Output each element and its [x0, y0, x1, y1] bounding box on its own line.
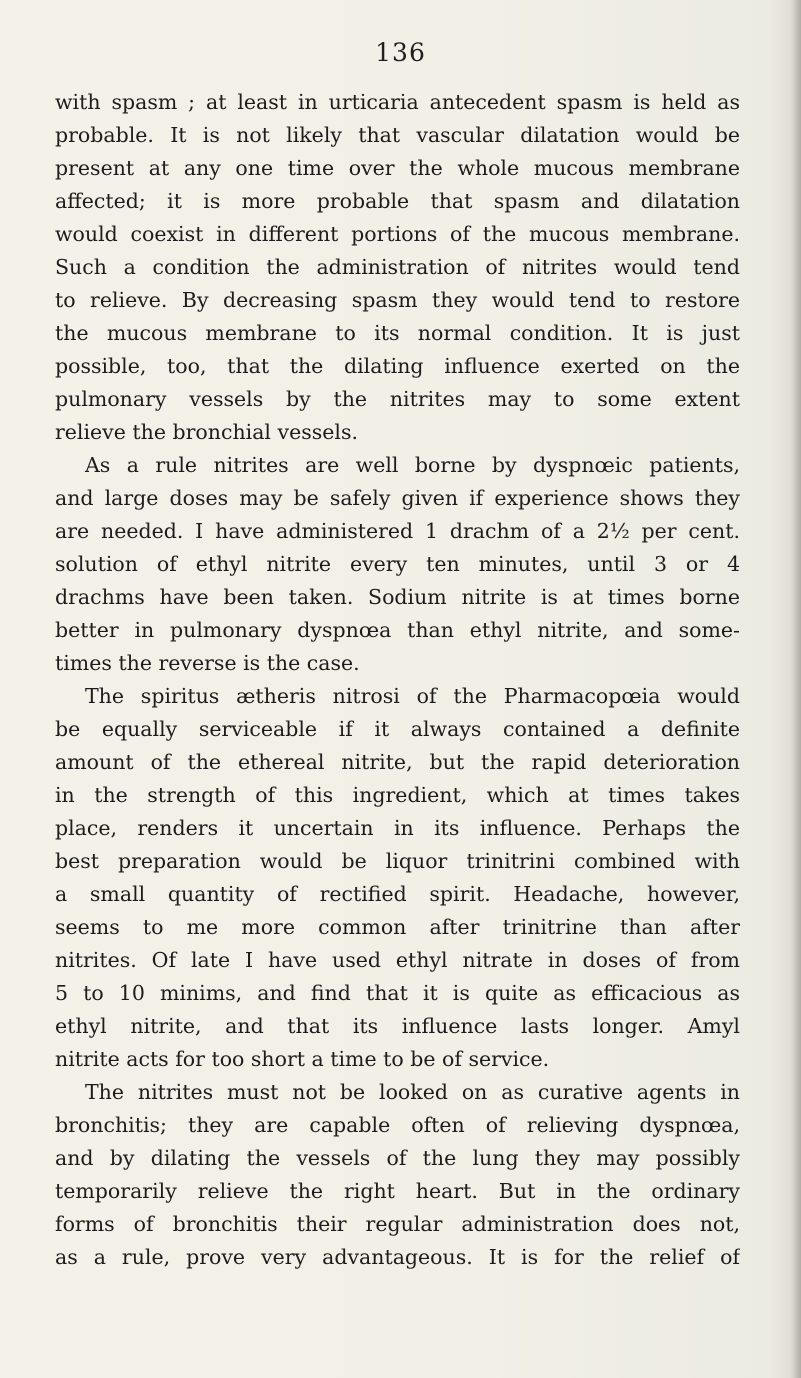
text-line: better in pulmonary dyspnœa than ethyl nitrite, and some-: [55, 618, 740, 642]
text-line: are needed. I have administered 1 drachm of a 2½ per cent.: [55, 519, 740, 543]
text-line: pulmonary vessels by the nitrites may to some extent: [55, 387, 740, 411]
text-line: probable. It is not likely that vascular dilatation would be: [55, 123, 740, 147]
text-line: with spasm ; at least in urticaria antecedent spasm is held as: [55, 90, 740, 114]
text-line: and by dilating the vessels of the lung they may possibly: [55, 1146, 740, 1170]
text-line: best preparation would be liquor trinitrini combined with: [55, 849, 740, 873]
text-line: to relieve. By decreasing spasm they would tend to restore: [55, 288, 740, 312]
text-line: nitrites. Of late I have used ethyl nitrate in doses of from: [55, 948, 740, 972]
page-edge-shadow: [791, 0, 801, 1378]
text-line: The spiritus ætheris nitrosi of the Pharmacopœia would: [85, 684, 740, 708]
text-line: bronchitis; they are capable often of relieving dyspnœa,: [55, 1113, 740, 1137]
text-line: as a rule, prove very advantageous. It is for the relief of: [55, 1245, 740, 1269]
text-line: solution of ethyl nitrite every ten minutes, until 3 or 4: [55, 552, 740, 576]
text-line: would coexist in different portions of the mucous membrane.: [55, 222, 740, 246]
text-line: in the strength of this ingredient, which at times takes: [55, 783, 740, 807]
text-line: As a rule nitrites are well borne by dyspnœic patients,: [85, 453, 740, 477]
text-line: drachms have been taken. Sodium nitrite is at times borne: [55, 585, 740, 609]
text-line: forms of bronchitis their regular administration does not,: [55, 1212, 740, 1236]
page-number: 136: [375, 38, 426, 67]
text-line: the mucous membrane to its normal condition. It is just: [55, 321, 740, 345]
text-line: affected; it is more probable that spasm and dilatation: [55, 189, 740, 213]
text-line: present at any one time over the whole mucous membrane: [55, 156, 740, 180]
text-line: place, renders it uncertain in its influence. Perhaps the: [55, 816, 740, 840]
text-line: times the reverse is the case.: [55, 651, 360, 675]
text-line: ethyl nitrite, and that its influence lasts longer. Amyl: [55, 1014, 740, 1038]
body-text: [55, 86, 740, 1274]
text-line: and large doses may be safely given if experience shows they: [55, 486, 740, 510]
text-line: seems to me more common after trinitrine than after: [55, 915, 740, 939]
text-line: be equally serviceable if it always contained a definite: [55, 717, 740, 741]
text-line: 5 to 10 minims, and find that it is quite as efficacious as: [55, 981, 740, 1005]
text-line: relieve the bronchial vessels.: [55, 420, 358, 444]
text-line: nitrite acts for too short a time to be of service.: [55, 1047, 550, 1071]
text-line: Such a condition the administration of nitrites would tend: [55, 255, 740, 279]
text-line: possible, too, that the dilating influence exerted on the: [55, 354, 740, 378]
text-line: amount of the ethereal nitrite, but the rapid deterioration: [55, 750, 740, 774]
text-line: The nitrites must not be looked on as curative agents in: [85, 1080, 740, 1104]
text-line: a small quantity of rectified spirit. Headache, however,: [55, 882, 740, 906]
text-line: temporarily relieve the right heart. But in the ordinary: [55, 1179, 740, 1203]
